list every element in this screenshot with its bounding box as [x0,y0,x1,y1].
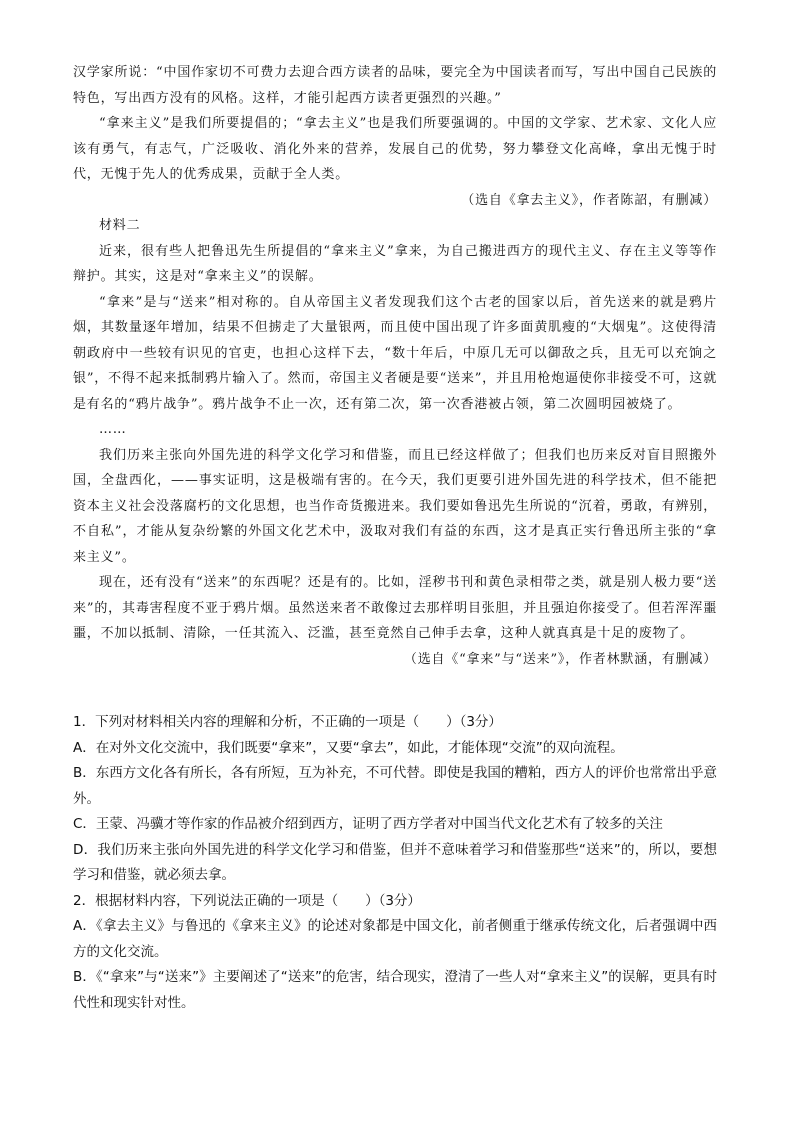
option-b: B．东西方文化各有所长，各有所短，互为补充，不可代替。即使是我国的糟粕，西方人的评价也常常出乎意外。 [73,765,717,807]
passage-paragraph: 近来，很有些人把鲁迅先生所提倡的“拿来主义”拿来，为自己搬进西方的现代主义、存在主义等等作辩护。其实，这是对“拿来主义”的误解。 [73,243,717,284]
option-d: D．我们历来主张向外国先进的科学文化学习和借鉴，但并不意味着学习和借鉴那些“送来”的，所以，要想学习和借鉴，就必须去拿。 [73,841,717,883]
questions-section [73,710,717,1016]
option-b: B．《“拿来”与“送来”》主要阐述了“送来”的危害，结合现实，澄清了一些人对“拿来主义”的误解，更具有时代性和现实针对性。 [73,969,717,1011]
passage-paragraph: 我们历来主张向外国先进的科学文化学习和借鉴，而且已经这样做了；但我们也历来反对盲目照搬外国，全盘西化，——事实证明，这是极端有害的。在今天，我们更要引进外国先进的科学技术，但不能把资本主义社会没落腐朽的文化思想，也当作奇货搬进来。我们要如鲁迅先生所说的“沉着，勇敢，有辨别，不自私”，才能从复杂纷繁的外国文化艺术中，汲取对我们有益的东西，这才是真正实行鲁迅所主张的“拿来主义”。 [73,447,717,565]
ellipsis: …… [99,422,127,437]
question-stem: 1．下列对材料相关内容的理解和分析，不正确的一项是（ ）（3分） [73,714,502,730]
option-a: A．在对外文化交流中，我们既要“拿来”，又要“拿去”，如此，才能体现“交流”的双向流程。 [73,739,624,756]
option-c: C．王蒙、冯骥才等作家的作品被介绍到西方，证明了西方学者对中国当代文化艺术有了较多的关注 [73,816,663,832]
passage-paragraph: “拿来”是与“送来”相对称的。自从帝国主义者发现我们这个古老的国家以后，首先送来的就是鸦片烟，其数量逐年增加，结果不但掳走了大量银两，而且使中国出现了许多面黄肌瘦的“大烟鬼”。这使得清朝政府中一些较有识见的官吏，也担心这样下去，“数十年后，中原几无可以御敌之兵，且无可以充饷之银”，不得不起来抵制鸦片输入了。然而，帝国主义者硬是要“送来”，并且用枪炮逼使你非接受不可，这就是有名的“鸦片战争”。鸦片战争不止一次，还有第二次，第一次香港被占领，第二次圆明园被烧了。 [73,294,717,412]
material-heading: 材料二 [99,218,141,233]
passage-paragraph: “拿来主义”是我们所要提倡的；“拿去主义”也是我们所要强调的。中国的文学家、艺术家、文化人应该有勇气，有志气，广泛吸收、消化外来的营养，发展自己的优势，努力攀登文化高峰，拿出无愧于时代，无愧于先人的优秀成果，贡献于全人类。 [73,116,717,182]
question-stem: 2．根据材料内容，下列说法正确的一项是（ ）（3分） [73,892,421,909]
source-citation: （选自《“拿来”与“送来”》，作者林默涵，有删减） [403,651,717,667]
passage-paragraph: 汉学家所说：“中国作家切不可费力去迎合西方读者的品味，要完全为中国读者而写，写出中国自己民族的特色，写出西方没有的风格。这样，才能引起西方读者更强烈的兴趣。” [73,65,717,106]
passage-paragraph: 现在，还有没有“送来”的东西呢？还是有的。比如，淫秽书刊和黄色录相带之类，就是别人极力要“送来”的，其毒害程度不亚于鸦片烟。虽然送来者不敢像过去那样明目张胆，并且强迫你接受了。但若浑浑噩噩，不加以抵制、清除，一任其流入、泛滥，甚至竟然自己伸手去拿，这种人就真真是十足的废物了。 [73,575,717,641]
source-citation: （选自《拿去主义》，作者陈詔，有删减） [461,192,717,208]
option-a: A．《拿去主义》与鲁迅的《拿来主义》的论述对象都是中国文化，前者侧重于继承传统文化，后者强调中西方的文化交流。 [73,918,717,960]
reading-passage [73,60,717,672]
